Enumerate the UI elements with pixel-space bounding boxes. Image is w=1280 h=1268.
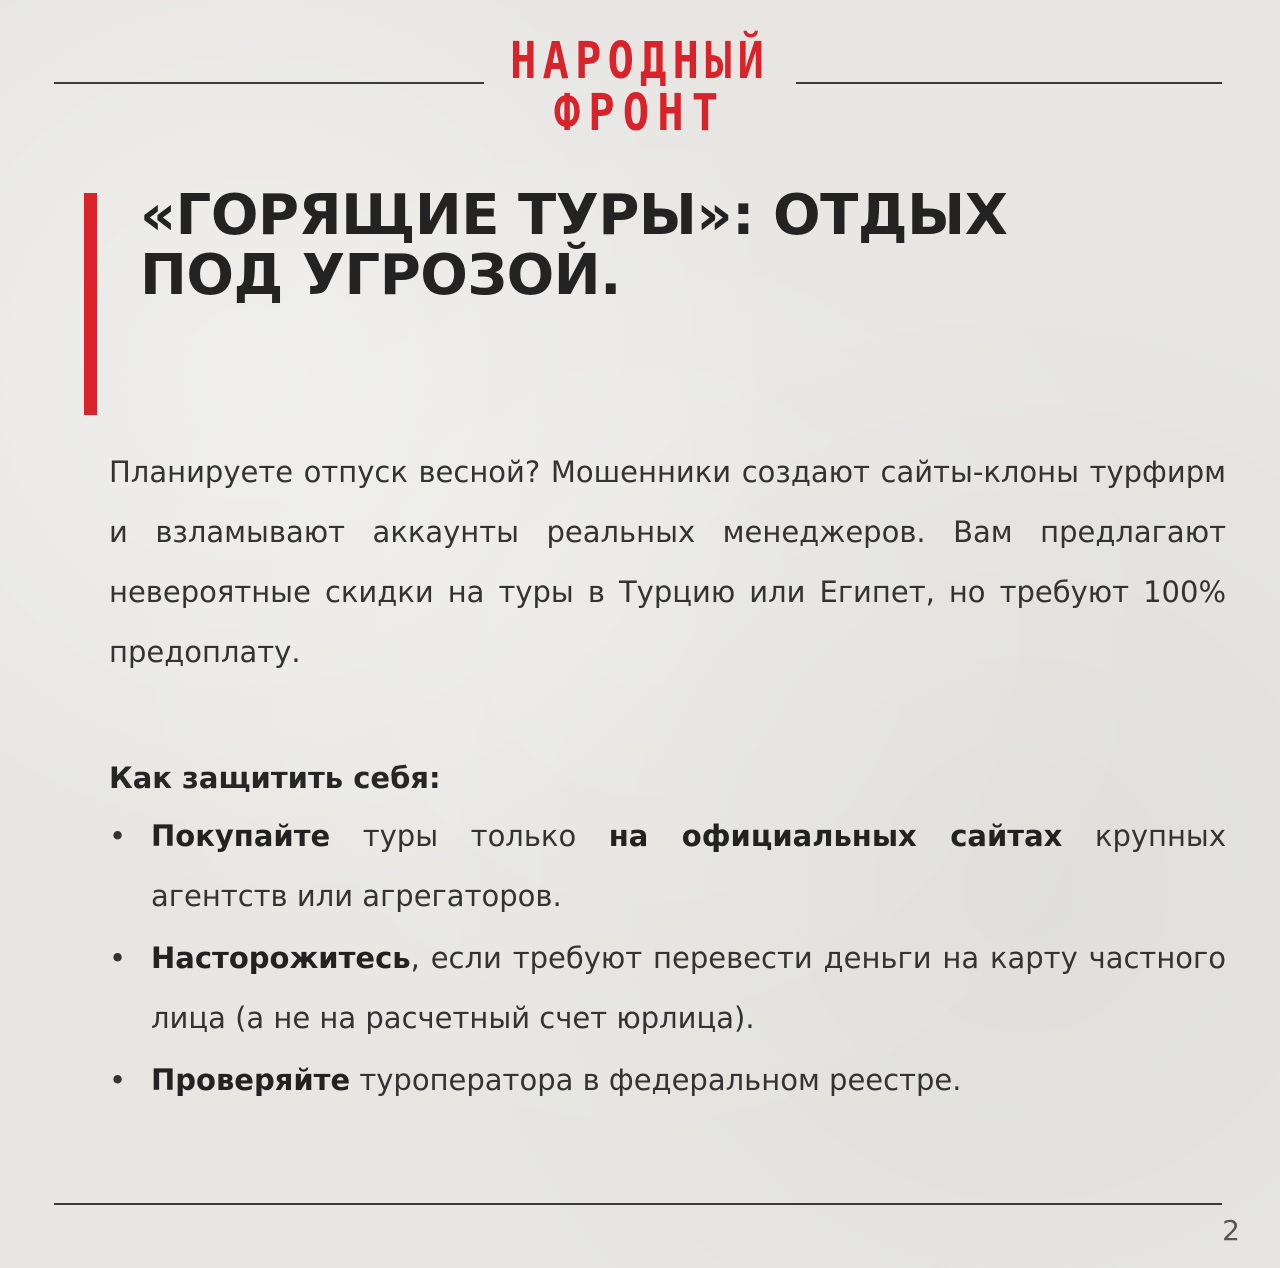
bullet-icon: •	[109, 1063, 127, 1097]
tip-text: , если требуют перевести деньги на карту частного лица (а не на расчетный счет юрлица).	[151, 941, 1226, 1035]
protect-heading: Как защитить себя:	[109, 761, 441, 795]
tip-bold: на официальных сайтах	[608, 819, 1063, 853]
tip-item	[109, 806, 1226, 926]
footer-divider	[54, 1203, 1222, 1205]
header-divider-left	[54, 82, 484, 84]
tip-bold: Насторожитесь	[151, 941, 411, 975]
title-accent-bar	[84, 193, 97, 415]
tip-item	[109, 1050, 1226, 1110]
tip-item	[109, 928, 1226, 1048]
narodny-front-logo	[490, 32, 790, 143]
tips-list	[109, 806, 1226, 1112]
bullet-icon: •	[109, 941, 127, 975]
intro-paragraph: Планируете отпуск весной? Мошенники создают сайты-клоны турфирм и взламывают аккаунты реальных менеджеров. Вам предлагают невероятные скидки на туры в Турцию или Египет, но требуют 100% предоплату.	[109, 455, 1226, 669]
tip-text: туроператора в федеральном реестре.	[350, 1063, 962, 1097]
page-number: 2	[1222, 1214, 1240, 1247]
tip-text: туры только	[330, 819, 609, 853]
title-line-2: ПОД УГРОЗОЙ.	[140, 243, 621, 308]
tip-bold: Покупайте	[151, 819, 331, 853]
bullet-icon: •	[109, 819, 127, 853]
tip-bold: Проверяйте	[151, 1063, 351, 1097]
logo-line-2: ФРОНТ	[553, 84, 727, 143]
logo-line-1: НАРОДНЫЙ	[510, 32, 770, 91]
header-divider-right	[796, 82, 1222, 84]
tip-text: крупных агентств или агрегаторов.	[151, 819, 1226, 913]
page-title	[140, 183, 1200, 308]
title-line-1: «ГОРЯЩИЕ ТУРЫ»: ОТДЫХ	[140, 183, 1008, 248]
